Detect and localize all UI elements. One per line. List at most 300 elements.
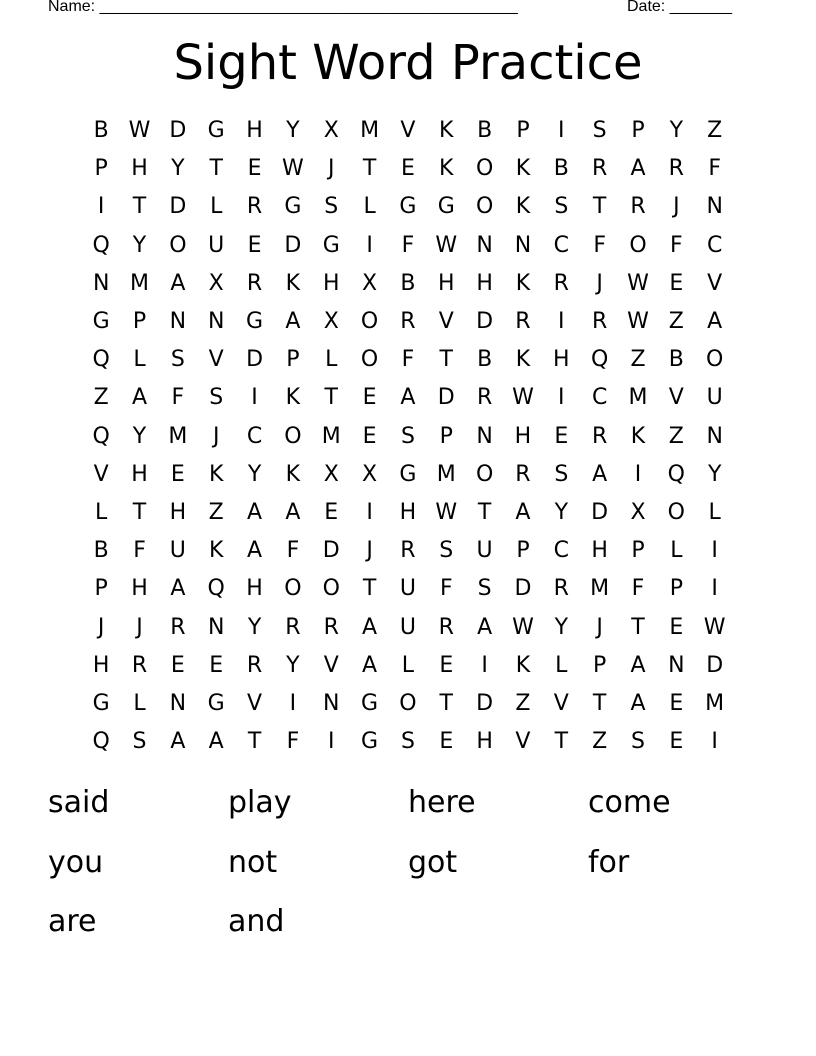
word-list-item: and (228, 904, 285, 939)
grid-letter: T (477, 499, 492, 525)
grid-letter: J (97, 614, 105, 640)
grid-letter: L (555, 652, 568, 678)
grid-letter: F (286, 729, 300, 755)
grid-row (82, 112, 734, 150)
grid-letter: G (361, 690, 379, 716)
grid-letter: J (366, 538, 373, 564)
grid-letter: H (437, 270, 455, 296)
grid-letter: W (703, 614, 726, 640)
grid-letter: O (284, 576, 302, 602)
grid-letter: E (400, 156, 415, 182)
grid-letter: P (94, 576, 108, 602)
grid-letter: H (131, 156, 148, 182)
grid-letter: S (400, 729, 415, 755)
grid-letter: G (437, 194, 455, 220)
grid-letter: B (400, 270, 416, 296)
grid-letter: S (400, 423, 415, 449)
grid-letter: C (553, 538, 569, 564)
grid-letter: Q (92, 423, 110, 449)
grid-letter: E (170, 652, 185, 678)
grid-letter: J (673, 194, 680, 220)
grid-letter: K (285, 461, 301, 487)
grid-letter: E (170, 461, 185, 487)
grid-letter: J (596, 270, 603, 296)
grid-letter: R (553, 576, 569, 602)
grid-letter: Z (93, 385, 109, 411)
grid-letter: C (706, 232, 723, 258)
grid-letter: A (131, 385, 148, 411)
grid-letter: T (132, 194, 147, 220)
grid-letter: I (634, 461, 642, 487)
grid-letter: R (630, 194, 646, 220)
grid-letter: I (366, 499, 373, 525)
grid-letter: S (477, 576, 492, 602)
grid-letter: O (360, 309, 379, 335)
grid-letter: K (515, 347, 531, 373)
grid-letter: B (553, 156, 569, 182)
grid-letter: T (362, 156, 377, 182)
grid-letter: D (476, 690, 494, 716)
grid-letter: A (247, 538, 263, 564)
grid-letter: G (92, 309, 110, 335)
grid-letter: Q (667, 461, 685, 487)
grid-letter: Y (707, 461, 722, 487)
grid-letter: R (246, 652, 263, 678)
grid-letter: P (631, 538, 645, 564)
grid-letter: F (593, 232, 606, 258)
grid-letter: P (593, 652, 607, 678)
grid-letter: Y (171, 156, 185, 182)
grid-letter: I (558, 385, 565, 411)
grid-letter: K (439, 156, 454, 182)
grid-letter: A (592, 461, 608, 487)
grid-letter: Y (669, 118, 684, 144)
grid-letter: A (707, 309, 723, 335)
grid-letter: L (325, 347, 338, 373)
grid-letter: A (170, 729, 186, 755)
grid-letter: R (170, 614, 186, 640)
grid-letter: P (439, 423, 453, 449)
grid-letter: R (476, 385, 493, 411)
grid-letter: K (285, 270, 301, 296)
grid-letter: M (360, 118, 380, 144)
grid-letter: T (209, 156, 223, 182)
grid-letter: M (705, 690, 725, 716)
grid-letter: S (209, 385, 224, 411)
grid-letter: V (247, 690, 263, 716)
grid-letter: U (476, 538, 493, 564)
grid-letter: K (208, 538, 224, 564)
grid-letter: R (400, 538, 416, 564)
grid-letter: H (476, 729, 493, 755)
grid-letter: L (670, 538, 683, 564)
grid-letter: H (591, 538, 608, 564)
grid-letter: E (669, 614, 684, 640)
grid-letter: I (711, 538, 718, 564)
grid-letter: O (360, 347, 379, 373)
grid-letter: S (554, 461, 569, 487)
grid-letter: Q (92, 729, 110, 755)
grid-letter: E (669, 729, 684, 755)
grid-letter: R (591, 423, 608, 449)
grid-letter: D (514, 576, 532, 602)
grid-letter: S (439, 538, 454, 564)
grid-letter: A (630, 690, 646, 716)
grid-letter: A (477, 614, 493, 640)
grid-letter: G (361, 729, 379, 755)
grid-letter: W (512, 385, 534, 411)
grid-letter: R (668, 156, 684, 182)
grid-letter: L (133, 347, 146, 373)
grid-letter: E (209, 652, 224, 678)
grid-letter: H (169, 499, 187, 525)
grid-letter: G (207, 690, 225, 716)
grid-letter: N (476, 423, 493, 449)
grid-letter: S (170, 347, 185, 373)
grid-letter: R (285, 614, 301, 640)
grid-letter: Q (207, 576, 225, 602)
grid-letter: E (554, 423, 569, 449)
grid-letter: K (515, 194, 531, 220)
grid-row (82, 608, 734, 646)
grid-letter: K (630, 423, 646, 449)
grid-letter: P (631, 118, 645, 144)
grid-letter: G (92, 690, 110, 716)
grid-letter: K (285, 385, 301, 411)
grid-letter: I (289, 690, 297, 716)
grid-letter: R (515, 461, 531, 487)
word-search-grid (82, 112, 734, 761)
grid-letter: N (514, 232, 532, 258)
grid-row (82, 723, 734, 761)
grid-letter: L (133, 690, 146, 716)
word-list-item: got (408, 844, 458, 880)
grid-letter: K (439, 118, 454, 144)
grid-letter: C (246, 423, 263, 449)
grid-row (82, 456, 734, 494)
grid-letter: M (590, 576, 610, 602)
grid-letter: B (668, 347, 684, 373)
grid-letter: H (246, 118, 263, 144)
grid-letter: U (399, 576, 416, 602)
grid-letter: L (401, 652, 415, 678)
grid-letter: T (631, 614, 645, 640)
grid-letter: T (324, 385, 338, 411)
grid-letter: W (282, 156, 304, 182)
grid-letter: U (169, 538, 186, 564)
grid-letter: V (323, 652, 339, 678)
grid-letter: M (436, 461, 456, 487)
grid-letter: R (400, 309, 416, 335)
grid-letter: G (284, 194, 302, 220)
date-field: Date: _______ (627, 0, 732, 15)
grid-letter: H (322, 270, 340, 296)
grid-letter: T (592, 194, 607, 220)
grid-letter: N (169, 690, 187, 716)
word-list-item: you (48, 844, 104, 880)
grid-letter: Y (132, 232, 147, 258)
grid-letter: R (553, 270, 569, 296)
grid-letter: N (92, 270, 110, 296)
grid-letter: H (399, 499, 417, 525)
grid-letter: F (670, 232, 683, 258)
grid-letter: S (592, 118, 607, 144)
grid-letter: A (362, 614, 378, 640)
grid-letter: A (630, 156, 646, 182)
grid-letter: W (435, 232, 458, 258)
grid-letter: N (706, 194, 723, 220)
word-list-item: here (408, 785, 476, 820)
grid-letter: U (208, 232, 225, 258)
grid-letter: I (97, 194, 105, 220)
grid-letter: F (286, 538, 300, 564)
grid-letter: I (711, 729, 718, 755)
grid-letter: W (627, 270, 649, 296)
grid-letter: Z (592, 729, 608, 755)
grid-letter: O (399, 690, 417, 716)
grid-letter: T (554, 729, 569, 755)
grid-letter: H (514, 423, 532, 449)
grid-row (82, 494, 734, 532)
grid-letter: R (246, 270, 263, 296)
grid-letter: Q (590, 347, 609, 373)
grid-letter: D (169, 118, 187, 144)
grid-row (82, 379, 734, 417)
grid-letter: F (171, 385, 185, 411)
grid-letter: J (327, 156, 335, 182)
grid-letter: L (363, 194, 376, 220)
word-list-item: not (228, 844, 278, 880)
grid-letter: S (132, 729, 147, 755)
name-field: Name: _______________________________________________ (48, 0, 518, 15)
grid-letter: A (362, 652, 378, 678)
grid-letter: L (210, 194, 223, 220)
grid-row (82, 265, 734, 303)
grid-letter: F (401, 347, 415, 373)
grid-letter: W (627, 309, 649, 335)
grid-letter: N (668, 652, 685, 678)
grid-letter: O (169, 232, 187, 258)
grid-letter: X (362, 461, 378, 487)
grid-letter: H (246, 576, 263, 602)
grid-letter: B (477, 118, 493, 144)
grid-letter: M (628, 385, 648, 411)
word-list-item: come (588, 785, 671, 820)
grid-letter: Q (92, 232, 110, 258)
grid-letter: F (631, 576, 645, 602)
grid-letter: E (324, 499, 339, 525)
grid-letter: T (132, 499, 147, 525)
grid-letter: Y (286, 118, 300, 144)
grid-letter: B (93, 538, 109, 564)
grid-letter: R (246, 194, 263, 220)
grid-letter: H (131, 576, 148, 602)
grid-letter: E (669, 690, 684, 716)
grid-row (82, 532, 734, 570)
grid-letter: Y (554, 614, 569, 640)
grid-letter: P (132, 309, 147, 335)
grid-letter: B (93, 118, 109, 144)
grid-letter: R (515, 309, 531, 335)
grid-letter: L (95, 499, 108, 525)
grid-letter: F (708, 156, 721, 182)
grid-letter: R (323, 614, 339, 640)
grid-letter: B (477, 347, 493, 373)
grid-letter: R (591, 156, 608, 182)
grid-row (82, 341, 734, 379)
grid-letter: E (669, 270, 684, 296)
grid-letter: I (558, 118, 565, 144)
grid-letter: V (438, 309, 454, 335)
grid-letter: I (711, 576, 718, 602)
grid-letter: K (515, 270, 531, 296)
grid-letter: M (130, 270, 149, 296)
grid-letter: M (168, 423, 188, 449)
grid-letter: V (668, 385, 684, 411)
grid-letter: D (591, 499, 609, 525)
grid-letter: N (476, 232, 493, 258)
grid-letter: G (399, 461, 417, 487)
grid-letter: U (399, 614, 416, 640)
grid-letter: V (208, 347, 224, 373)
grid-letter: V (93, 461, 109, 487)
grid-letter: X (630, 499, 646, 525)
grid-row (82, 685, 734, 723)
grid-letter: O (284, 423, 302, 449)
grid-row (82, 303, 734, 341)
grid-letter: K (515, 652, 531, 678)
grid-letter: K (208, 461, 224, 487)
grid-letter: O (475, 461, 494, 487)
grid-letter: D (169, 194, 187, 220)
grid-letter: Y (247, 614, 262, 640)
grid-letter: I (327, 729, 335, 755)
grid-row (82, 150, 734, 188)
grid-letter: D (476, 309, 494, 335)
grid-letter: N (706, 423, 723, 449)
grid-letter: V (553, 690, 569, 716)
grid-letter: F (439, 576, 453, 602)
grid-letter: Z (668, 423, 684, 449)
grid-letter: F (401, 232, 415, 258)
grid-letter: T (362, 576, 377, 602)
grid-letter: K (515, 156, 531, 182)
grid-letter: Y (554, 499, 569, 525)
grid-letter: Z (707, 118, 723, 144)
grid-letter: D (284, 232, 302, 258)
grid-letter: P (94, 156, 108, 182)
grid-letter: L (708, 499, 721, 525)
grid-letter: Y (247, 461, 262, 487)
grid-letter: C (591, 385, 608, 411)
grid-letter: N (323, 690, 340, 716)
grid-letter: O (475, 156, 494, 182)
grid-letter: E (439, 652, 454, 678)
grid-letter: X (323, 309, 339, 335)
grid-letter: D (437, 385, 455, 411)
grid-letter: E (362, 385, 377, 411)
grid-letter: E (439, 729, 454, 755)
word-list-item: are (48, 904, 97, 939)
grid-letter: J (212, 423, 220, 449)
grid-letter: O (629, 232, 647, 258)
grid-letter: A (170, 576, 186, 602)
grid-letter: R (591, 309, 608, 335)
grid-letter: I (558, 309, 565, 335)
grid-letter: D (322, 538, 340, 564)
grid-letter: E (362, 423, 377, 449)
grid-letter: F (133, 538, 146, 564)
grid-letter: T (439, 690, 453, 716)
grid-letter: V (707, 270, 723, 296)
grid-letter: Z (515, 690, 531, 716)
grid-letter: U (706, 385, 723, 411)
grid-letter: R (131, 652, 148, 678)
grid-letter: A (285, 309, 301, 335)
grid-row (82, 227, 734, 265)
grid-letter: N (207, 614, 225, 640)
grid-row (82, 570, 734, 608)
grid-letter: G (246, 309, 264, 335)
grid-letter: V (515, 729, 531, 755)
grid-letter: O (706, 347, 724, 373)
grid-letter: N (169, 309, 187, 335)
grid-letter: D (246, 347, 264, 373)
grid-letter: Y (132, 423, 147, 449)
grid-letter: E (247, 232, 262, 258)
grid-letter: G (207, 118, 225, 144)
grid-letter: A (247, 499, 263, 525)
grid-row (82, 418, 734, 456)
grid-letter: H (476, 270, 493, 296)
grid-letter: X (208, 270, 224, 296)
grid-letter: O (667, 499, 685, 525)
grid-letter: Y (286, 652, 300, 678)
word-list-item: said (48, 785, 110, 820)
grid-letter: I (366, 232, 373, 258)
grid-letter: I (481, 652, 488, 678)
grid-letter: Z (208, 499, 224, 525)
word-list (48, 775, 768, 954)
grid-letter: S (324, 194, 339, 220)
grid-letter: D (706, 652, 724, 678)
grid-letter: P (516, 538, 530, 564)
grid-letter: A (285, 499, 301, 525)
page-title: Sight Word Practice (173, 35, 643, 91)
grid-letter: X (323, 118, 339, 144)
grid-letter: T (247, 729, 262, 755)
grid-letter: W (435, 499, 458, 525)
grid-letter: X (362, 270, 378, 296)
grid-letter: Q (92, 347, 110, 373)
grid-letter: Z (668, 309, 684, 335)
grid-letter: I (251, 385, 258, 411)
grid-letter: H (92, 652, 110, 678)
grid-letter: A (515, 499, 531, 525)
grid-letter: X (323, 461, 339, 487)
grid-letter: V (400, 118, 416, 144)
grid-letter: J (596, 614, 603, 640)
grid-letter: C (553, 232, 569, 258)
grid-letter: A (630, 652, 646, 678)
grid-letter: S (554, 194, 569, 220)
grid-letter: T (592, 690, 607, 716)
grid-letter: S (631, 729, 645, 755)
word-list-item: for (588, 844, 630, 880)
grid-letter: E (247, 156, 262, 182)
grid-letter: R (438, 614, 454, 640)
grid-letter: T (439, 347, 453, 373)
